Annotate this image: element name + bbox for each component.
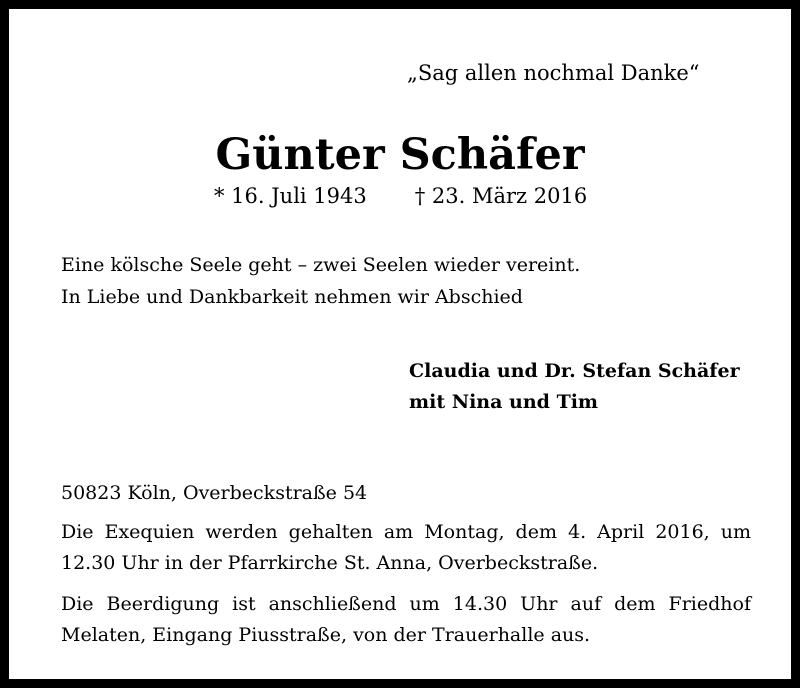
mourners <box>409 356 740 418</box>
farewell-text <box>61 249 580 313</box>
mourner-line: mit Nina und Tim <box>409 391 599 413</box>
mourner-line: Claudia und Dr. Stefan Schäfer <box>409 360 740 382</box>
death-date: † 23. März 2016 <box>414 184 588 208</box>
burial-paragraph: Die Beerdigung ist anschließend um 14.30 Uhr auf dem Friedhof Melaten, Eingang Piusstraße, von der Trauerhalle aus. <box>61 593 751 646</box>
farewell-line: Eine kölsche Seele geht – zwei Seelen wieder vereint. <box>61 254 581 276</box>
life-dates <box>214 182 587 210</box>
birth-date: * 16. Juli 1943 <box>214 184 367 208</box>
farewell-line: In Liebe und Dankbarkeit nehmen wir Abschied <box>61 286 523 308</box>
address: 50823 Köln, Overbeckstraße 54 <box>61 482 368 504</box>
deceased-name: Günter Schäfer <box>215 130 585 180</box>
exequien-paragraph: Die Exequien werden gehalten am Montag, dem 4. April 2016, um 12.30 Uhr in der Pfarrkirche St. Anna, Overbeckstraße. <box>61 521 751 574</box>
quote: „Sag allen nochmal Danke“ <box>407 61 700 85</box>
